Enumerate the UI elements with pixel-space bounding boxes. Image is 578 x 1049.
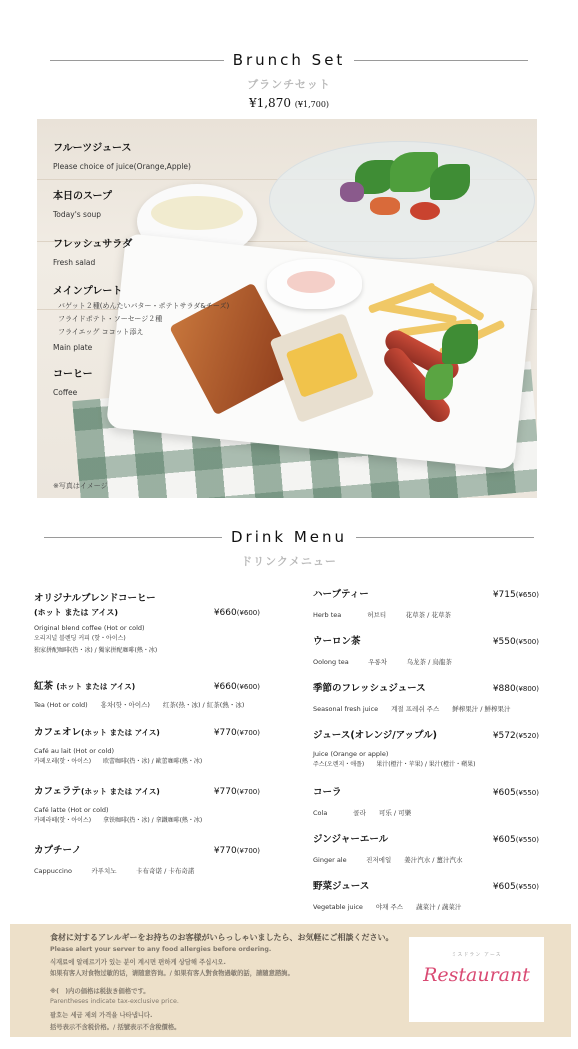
- drink-oolong: [313, 633, 539, 667]
- brunch-price-value: ¥1,870: [248, 96, 291, 110]
- allergy-notice-en: Please alert your server to any food allergies before ordering.: [50, 946, 272, 953]
- brunch-title-text: Brunch Set: [232, 51, 346, 69]
- drink-name: オリジナルブレンドコーヒー: [34, 593, 156, 604]
- brunch-photo: [37, 119, 537, 498]
- drink-price: ¥605(¥550): [492, 882, 539, 892]
- drink-option: (ホット または アイス): [81, 787, 160, 796]
- drink-title: [44, 528, 534, 546]
- tax-notice-ko: 괄호는 세금 제외 가격을 나타냅니다.: [50, 1012, 153, 1019]
- allergy-notice-jp: 食材に対するアレルギーをお持ちのお客様がいらっしゃいましたら、お気軽にご相談ください。: [50, 933, 394, 942]
- drink-option: (ホット または アイス): [34, 608, 119, 617]
- drink-name: ジンジャーエール: [313, 834, 389, 845]
- salad-bowl: [269, 141, 535, 259]
- drink-cafe-latte: [34, 783, 260, 827]
- drink-blend-coffee: [34, 590, 260, 657]
- drink-name: 季節のフレッシュジュース: [313, 683, 426, 694]
- drink-price: ¥660(¥600): [213, 608, 260, 618]
- tax-notice-jp: ※( )内の価格は税抜き価格です。: [50, 988, 150, 995]
- brunch-item-soup: [53, 187, 112, 219]
- drink-juice: [313, 727, 539, 771]
- photo-note: ※写真はイメージ: [53, 482, 108, 490]
- drink-name: コーラ: [313, 787, 342, 798]
- brunch-price: [0, 96, 578, 110]
- drink-price: ¥550(¥500): [492, 637, 539, 647]
- drink-cola: [313, 784, 539, 818]
- drink-cafe-au-lait: [34, 724, 260, 768]
- brunch-price-ex: (¥1,700): [294, 100, 330, 109]
- drink-en: Café latte (Hot or cold): [34, 806, 109, 814]
- drink-vegetable-juice: [313, 878, 539, 912]
- item-name: コーヒー: [53, 369, 93, 380]
- drink-name: カフェオレ: [34, 727, 82, 738]
- drink-price: ¥605(¥550): [492, 788, 539, 798]
- item-desc: Fresh salad: [53, 258, 96, 267]
- drink-cappuccino: [34, 842, 260, 876]
- drink-ginger-ale: [313, 831, 539, 865]
- drink-ko: 오리지널 블렌딩 커피 (핫・아이스): [34, 635, 126, 642]
- item-desc: Please choice of juice(Orange,Apple): [53, 162, 191, 171]
- drink-name: 紅茶: [34, 681, 54, 692]
- drink-option: (ホット または アイス): [81, 728, 160, 737]
- drink-ko-zh: 카페오레(핫・아이스) 欧蕾咖啡(热・冰) / 歐蕾咖啡(熱・冰): [34, 758, 203, 765]
- drink-option: (ホット または アイス): [56, 682, 136, 691]
- footer-notice: [10, 924, 571, 1037]
- item-desc: Coffee: [53, 388, 78, 397]
- brunch-item-juice: [53, 139, 191, 171]
- logo-wordmark: Restaurant: [423, 964, 530, 986]
- drink-en: Original blend coffee (Hot or cold): [34, 624, 145, 632]
- item-name: メインプレート: [53, 286, 123, 297]
- drink-name: ジュース(オレンジ/アップル): [313, 730, 437, 741]
- brunch-title: [50, 51, 528, 69]
- drink-name: カプチーノ: [34, 845, 82, 856]
- brunch-item-coffee: [53, 365, 93, 397]
- drink-translations: Herb tea 허브티 花草茶 / 花草茶: [313, 611, 451, 619]
- drink-en: Café au lait (Hot or cold): [34, 747, 115, 755]
- drink-ko-zh: 주스(오렌지・애플) 果汁(橙汁・苹果) / 果汁(橙汁・蘋果): [313, 761, 476, 768]
- drink-name: カフェラテ: [34, 786, 82, 797]
- drink-translations: Ginger ale 진저에일 姜汁汽水 / 薑汁汽水: [313, 856, 463, 864]
- drink-translations: Vegetable juice 야채 주스 蔬菜汁 / 蔬菜汁: [313, 903, 462, 911]
- item-name: フレッシュサラダ: [53, 239, 133, 250]
- item-detail: フライドポテト・ソーセージ２種: [58, 315, 163, 323]
- tax-notice-en: Parentheses indicate tax-exclusive price.: [50, 998, 179, 1005]
- item-name: フルーツジュース: [53, 143, 132, 154]
- drink-zh: 独家拼配咖啡(热・冰) / 獨家拼配咖啡(熱・冰): [34, 647, 158, 654]
- drink-price: ¥880(¥800): [492, 684, 539, 694]
- drink-price: ¥572(¥520): [492, 731, 539, 741]
- drink-herb-tea: [313, 586, 539, 620]
- brunch-item-salad: [53, 235, 132, 267]
- drink-price: ¥770(¥700): [213, 787, 260, 797]
- drink-title-text: Drink Menu: [230, 528, 348, 546]
- restaurant-logo: [409, 937, 544, 1022]
- drink-tea: [34, 678, 260, 710]
- drink-translations: Tea (Hot or cold) 홍차(핫・아이스) 红茶(热・冰) / 紅茶(熱・冰): [34, 701, 245, 709]
- drink-name: ハーブティー: [313, 589, 369, 600]
- drink-name: 野菜ジュース: [313, 881, 370, 892]
- allergy-notice-ko: 식재료에 알레르기가 있는 분이 계시면 편하게 상담해 주십시오.: [50, 959, 226, 966]
- drink-translations: Oolong tea 우롱차 乌龙茶 / 烏龍茶: [313, 658, 452, 666]
- drink-price: ¥715(¥650): [492, 590, 539, 600]
- brunch-subtitle: ブランチセット: [247, 78, 331, 91]
- drink-name: ウーロン茶: [313, 636, 361, 647]
- item-detail: フライエッグ ココット添え: [58, 328, 144, 336]
- drink-seasonal-juice: [313, 680, 539, 714]
- drink-translations: Cappuccino 카푸치노 卡布奇诺 / 卡布奇諾: [34, 867, 195, 875]
- drink-subtitle: ドリンクメニュー: [241, 555, 337, 568]
- drink-en: Juice (Orange or apple): [313, 750, 389, 758]
- logo-subtext: ミスドラン アース: [451, 952, 502, 958]
- drink-ko-zh: 카페라떼(핫・아이스) 拿铁咖啡(热・冰) / 拿鐵咖啡(熱・冰): [34, 817, 203, 824]
- drink-price: ¥770(¥700): [213, 846, 260, 856]
- drink-translations: Cola 콜라 可乐 / 可樂: [313, 809, 412, 817]
- item-name: 本日のスープ: [53, 191, 112, 202]
- item-desc: Main plate: [53, 343, 93, 352]
- drink-price: ¥660(¥600): [213, 682, 260, 692]
- drink-translations: Seasonal fresh juice 계절 프레쉬 주스 鲜榨果汁 / 鮮榨果汁: [313, 705, 511, 713]
- item-desc: Today's soup: [53, 210, 102, 219]
- brunch-item-main: [53, 282, 229, 352]
- allergy-notice-zh: 如果有客人对食物过敏的话，请随意咨询。/ 如果有客人對食物過敏的話，請隨意諮詢。: [50, 970, 294, 977]
- egg-cocotte: [267, 259, 362, 309]
- item-detail: バゲット２種(めんたいバター・ポテトサラダ&チーズ): [58, 302, 230, 310]
- drink-price: ¥770(¥700): [213, 728, 260, 738]
- drink-price: ¥605(¥550): [492, 835, 539, 845]
- tax-notice-zh: 括号表示不含税价格。/ 括號表示不含稅價格。: [50, 1024, 181, 1031]
